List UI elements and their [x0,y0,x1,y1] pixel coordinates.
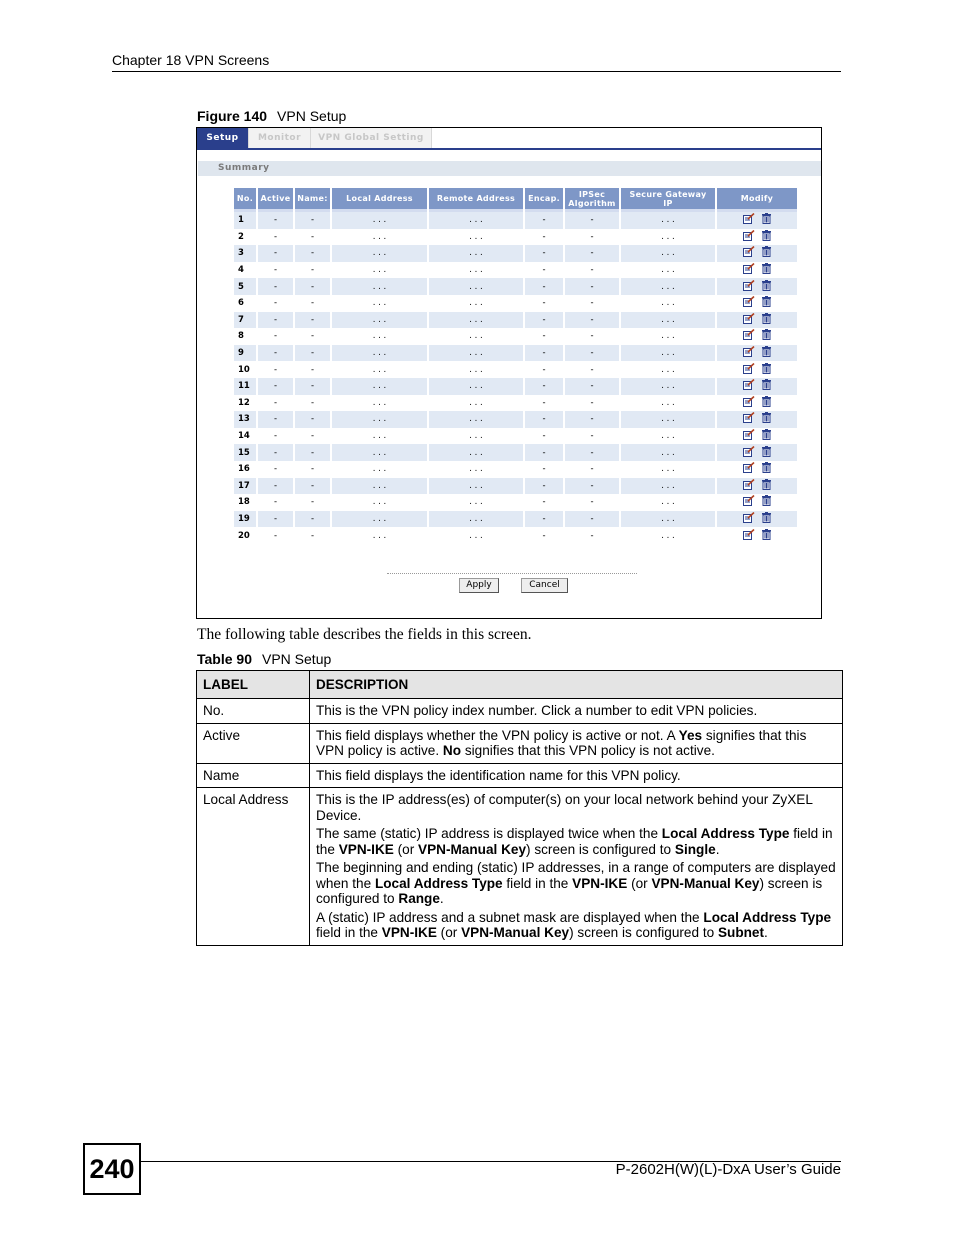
table-caption [197,651,331,667]
delete-icon[interactable] [761,396,772,410]
row-active: - [258,312,293,329]
edit-icon[interactable] [743,329,755,343]
edit-icon[interactable] [743,462,755,476]
header-rule [112,71,841,72]
row-name: - [310,431,315,442]
description-paragraph: The same (static) IP address is displayed twice when the Local Address Type field in the VPN-IKE (or VPN-Manual Key) screen is configured to Single. [316,826,833,857]
row-remote-address: . . . [469,231,483,242]
row-name: - [295,411,330,428]
row-modify [717,245,797,262]
field-label: Name [197,763,310,788]
row-encap: - [525,411,563,428]
row-secure-gateway-ip: . . . [621,511,715,528]
delete-icon[interactable] [761,446,772,460]
row-modify [717,212,797,229]
figure-title: VPN Setup [277,108,347,124]
row-encap: - [542,265,546,276]
delete-icon[interactable] [761,313,772,327]
row-local-address: . . . [372,298,387,309]
row-remote-address: . . . [469,265,483,276]
field-description [310,763,843,788]
row-number[interactable]: 19 [234,511,256,528]
row-name: - [295,212,330,229]
row-secure-gateway-ip: . . . [661,331,675,342]
desc-row [197,788,843,946]
row-number[interactable]: 15 [234,444,256,461]
row-modify [717,428,797,445]
edit-icon[interactable] [743,412,755,426]
delete-icon[interactable] [761,280,772,294]
description-paragraph: This is the IP address(es) of computer(s) on your local network behind your ZyXEL Device. [316,792,813,823]
row-number[interactable]: 8 [238,331,244,342]
row-encap: - [525,511,563,528]
table-title: VPN Setup [262,651,332,667]
row-remote-address: . . . [429,245,523,262]
vpn-policy-row [234,378,797,395]
desc-row [197,699,843,724]
row-number[interactable]: 5 [234,278,256,295]
delete-icon[interactable] [761,230,772,244]
row-secure-gateway-ip: . . . [621,478,715,495]
row-remote-address: . . . [429,444,523,461]
row-active: - [258,478,293,495]
row-ipsec-algorithm: - [590,364,594,375]
row-encap: - [542,331,546,342]
description-paragraph: A (static) IP address and a subnet mask are displayed when the Local Address Type field in the VPN-IKE (or VPN-Manual Key) screen is configured to Subnet. [316,909,832,940]
vpn-policy-row [234,328,797,345]
delete-icon[interactable] [761,429,772,443]
row-active: - [258,378,293,395]
row-active: - [273,397,278,408]
row-active: - [273,530,278,541]
row-active: - [258,245,293,262]
row-ipsec-algorithm: - [565,478,619,495]
description-paragraph: The beginning and ending (static) IP addresses, in a range of computers are displayed when the Local Address Type field in the VPN-IKE (or VPN-Manual Key) screen is configured to Range. [316,860,836,906]
row-modify [717,278,797,295]
vpn-policy-row [234,478,797,495]
row-local-address: . . . [332,212,427,229]
vpn-table-header [234,188,797,212]
row-number[interactable]: 9 [234,345,256,362]
desc-table-header [197,671,843,699]
edit-icon[interactable] [743,346,755,360]
vpn-policy-row [234,494,797,511]
row-active: - [273,231,278,242]
row-ipsec-algorithm: - [590,431,594,442]
col-local-address: Local Address [332,188,427,212]
tab-setup[interactable]: Setup [197,128,249,148]
row-encap: - [525,345,563,362]
row-secure-gateway-ip: . . . [661,464,675,475]
row-active: - [273,331,278,342]
row-remote-address: . . . [429,511,523,528]
row-encap: - [542,497,546,508]
tab-monitor[interactable]: Monitor [249,128,311,148]
delete-icon[interactable] [761,363,772,377]
vpn-policy-row [234,278,797,295]
row-secure-gateway-ip: . . . [661,530,675,541]
row-encap: - [542,298,546,309]
row-modify [717,511,797,528]
vpn-table-body [234,212,797,544]
edit-icon[interactable] [743,512,755,526]
row-remote-address: . . . [469,298,483,309]
row-active: - [273,298,278,309]
vpn-policy-row [234,312,797,329]
row-encap: - [525,378,563,395]
edit-icon[interactable] [743,263,755,277]
row-modify [717,378,797,395]
row-number[interactable]: 7 [234,312,256,329]
vpn-policy-row [234,262,797,279]
vpn-policy-row [234,212,797,229]
row-encap: - [542,231,546,242]
row-ipsec-algorithm: - [590,397,594,408]
row-secure-gateway-ip: . . . [661,231,675,242]
row-ipsec-algorithm: - [590,265,594,276]
row-encap: - [525,478,563,495]
row-ipsec-algorithm: - [565,511,619,528]
row-encap: - [542,364,546,375]
delete-icon[interactable] [761,412,772,426]
row-secure-gateway-ip: . . . [621,278,715,295]
row-remote-address: . . . [469,331,483,342]
row-number[interactable]: 11 [234,378,256,395]
edit-icon[interactable] [743,363,755,377]
row-name: - [310,331,315,342]
vpn-policy-row [234,444,797,461]
tab-bar [197,128,432,148]
row-name: - [310,530,315,541]
col-secure-gateway-ip: Secure Gateway IP [621,188,715,212]
row-active: - [258,212,293,229]
row-ipsec-algorithm: - [590,298,594,309]
row-secure-gateway-ip: . . . [621,212,715,229]
row-name: - [295,378,330,395]
row-ipsec-algorithm: - [565,378,619,395]
row-remote-address: . . . [469,397,483,408]
edit-icon[interactable] [743,213,755,227]
row-local-address: . . . [372,397,387,408]
row-modify [717,478,797,495]
row-secure-gateway-ip: . . . [661,397,675,408]
edit-icon[interactable] [743,529,755,543]
row-secure-gateway-ip: . . . [661,431,675,442]
vpn-policy-row [234,511,797,528]
vpn-policy-row [234,461,797,478]
row-modify [717,395,797,412]
description-paragraph: This is the VPN policy index number. Click a number to edit VPN policies. [316,703,758,718]
description-paragraph: This field displays the identification name for this VPN policy. [316,767,681,783]
vpn-policy-row [234,428,797,445]
row-modify [717,295,797,312]
guide-title: P-2602H(W)(L)-DxA User’s Guide [615,1161,841,1178]
row-remote-address: . . . [469,364,483,375]
delete-icon[interactable] [761,479,772,493]
figure-caption [197,108,346,124]
edit-icon[interactable] [743,313,755,327]
row-modify [717,328,797,345]
row-local-address: . . . [372,331,387,342]
vpn-policy-row [234,411,797,428]
delete-icon[interactable] [761,495,772,509]
row-modify [717,444,797,461]
row-name: - [295,444,330,461]
row-name: - [295,345,330,362]
row-local-address: . . . [332,444,427,461]
row-secure-gateway-ip: . . . [621,378,715,395]
row-encap: - [525,278,563,295]
row-active: - [258,278,293,295]
desc-table-body [197,699,843,946]
cancel-button[interactable]: Cancel [521,578,568,593]
field-label: No. [197,699,310,724]
row-local-address: . . . [332,378,427,395]
col-modify: Modify [717,188,797,212]
row-secure-gateway-ip: . . . [621,444,715,461]
row-name: - [310,231,315,242]
row-name: - [310,364,315,375]
field-description [310,699,843,724]
delete-icon[interactable] [761,462,772,476]
row-number[interactable]: 20 [238,530,250,541]
row-modify [717,229,797,246]
row-encap: - [525,312,563,329]
row-active: - [258,345,293,362]
col-name: Name: [295,188,330,212]
edit-icon[interactable] [743,280,755,294]
desc-row [197,723,843,763]
row-remote-address: . . . [469,464,483,475]
row-name: - [310,265,315,276]
row-modify [717,312,797,329]
row-name: - [295,312,330,329]
row-number[interactable]: 13 [234,411,256,428]
row-modify [717,461,797,478]
row-active: - [273,431,278,442]
row-encap: - [542,431,546,442]
row-ipsec-algorithm: - [565,312,619,329]
row-local-address: . . . [332,345,427,362]
table-label: Table 90 [197,651,252,667]
row-remote-address: . . . [429,378,523,395]
page-number: 240 [83,1143,141,1195]
description-paragraph: This field displays whether the VPN policy is active or not. A Yes signifies that this VPN policy is active. No signifies that this VPN policy is not active. [316,727,807,758]
row-name: - [310,298,315,309]
row-number[interactable]: 12 [238,397,250,408]
edit-icon[interactable] [743,246,755,260]
tab-underline [197,148,821,150]
vpn-summary-table [232,188,799,544]
edit-icon[interactable] [743,296,755,310]
row-local-address: . . . [332,478,427,495]
delete-icon[interactable] [761,296,772,310]
vpn-policy-row [234,395,797,412]
row-remote-address: . . . [429,478,523,495]
row-local-address: . . . [372,364,387,375]
row-secure-gateway-ip: . . . [621,411,715,428]
description-column-header: DESCRIPTION [310,671,843,699]
row-modify [717,494,797,511]
row-secure-gateway-ip: . . . [661,497,675,508]
row-name: - [310,397,315,408]
row-secure-gateway-ip: . . . [621,345,715,362]
row-remote-address: . . . [429,212,523,229]
row-remote-address: . . . [429,312,523,329]
row-name: - [310,497,315,508]
field-label: Active [197,723,310,763]
delete-icon[interactable] [761,379,772,393]
row-active: - [273,497,278,508]
edit-icon[interactable] [743,446,755,460]
row-local-address: . . . [372,431,387,442]
row-remote-address: . . . [469,530,483,541]
row-ipsec-algorithm: - [590,231,594,242]
row-remote-address: . . . [469,431,483,442]
row-local-address: . . . [332,312,427,329]
row-number[interactable]: 16 [238,464,250,475]
vpn-policy-row [234,245,797,262]
delete-icon[interactable] [761,213,772,227]
row-number[interactable]: 10 [238,364,250,375]
row-local-address: . . . [332,411,427,428]
row-remote-address: . . . [429,278,523,295]
row-local-address: . . . [372,464,387,475]
tab-vpn-global-setting[interactable]: VPN Global Setting [311,128,432,148]
vpn-policy-row [234,345,797,362]
row-ipsec-algorithm: - [565,212,619,229]
delete-icon[interactable] [761,263,772,277]
row-local-address: . . . [372,231,387,242]
edit-icon[interactable] [743,495,755,509]
row-secure-gateway-ip: . . . [621,312,715,329]
row-number[interactable]: 4 [238,265,244,276]
field-description-table [196,670,843,946]
row-active: - [273,364,278,375]
row-encap: - [542,397,546,408]
row-encap: - [525,245,563,262]
vpn-policy-row [234,229,797,246]
row-ipsec-algorithm: - [565,444,619,461]
row-modify [717,361,797,378]
row-secure-gateway-ip: . . . [661,265,675,276]
summary-heading: Summary [198,161,821,176]
row-local-address: . . . [372,530,387,541]
apply-button[interactable]: Apply [459,578,499,593]
row-modify [717,262,797,279]
delete-icon[interactable] [761,529,772,543]
row-local-address: . . . [372,265,387,276]
row-modify [717,411,797,428]
row-number[interactable]: 3 [234,245,256,262]
edit-icon[interactable] [743,230,755,244]
vpn-policy-row [234,527,797,544]
row-ipsec-algorithm: - [590,331,594,342]
row-name: - [295,278,330,295]
row-secure-gateway-ip: . . . [661,364,675,375]
row-number[interactable]: 2 [238,231,244,242]
row-secure-gateway-ip: . . . [661,298,675,309]
vpn-policy-row [234,361,797,378]
row-ipsec-algorithm: - [590,530,594,541]
delete-icon[interactable] [761,329,772,343]
vpn-setup-screenshot [196,127,822,619]
row-remote-address: . . . [429,345,523,362]
row-active: - [258,411,293,428]
row-local-address: . . . [372,497,387,508]
row-ipsec-algorithm: - [565,245,619,262]
row-active: - [258,444,293,461]
row-name: - [310,464,315,475]
desc-row [197,763,843,788]
col-remote-address: Remote Address [429,188,523,212]
delete-icon[interactable] [761,346,772,360]
row-number[interactable]: 6 [238,298,244,309]
edit-icon[interactable] [743,429,755,443]
col-no: No. [234,188,256,212]
row-ipsec-algorithm: - [590,464,594,475]
row-number[interactable]: 17 [234,478,256,495]
row-number[interactable]: 14 [238,431,250,442]
row-number[interactable]: 1 [234,212,256,229]
row-name: - [295,245,330,262]
col-ipsec-algorithm: IPSec Algorithm [565,188,619,212]
row-encap: - [525,212,563,229]
intro-paragraph: The following table describes the fields in this screen. [197,626,532,643]
row-ipsec-algorithm: - [590,497,594,508]
field-description [310,788,843,946]
label-column-header: LABEL [197,671,310,699]
edit-icon[interactable] [743,379,755,393]
edit-icon[interactable] [743,479,755,493]
field-description [310,723,843,763]
row-ipsec-algorithm: - [565,411,619,428]
edit-icon[interactable] [743,396,755,410]
row-local-address: . . . [332,511,427,528]
row-name: - [295,478,330,495]
row-ipsec-algorithm: - [565,278,619,295]
row-secure-gateway-ip: . . . [621,245,715,262]
row-local-address: . . . [332,278,427,295]
vpn-policy-row [234,295,797,312]
row-active: - [258,511,293,528]
delete-icon[interactable] [761,512,772,526]
chapter-header: Chapter 18 VPN Screens [112,52,270,68]
row-remote-address: . . . [429,411,523,428]
row-remote-address: . . . [469,497,483,508]
col-encap: Encap. [525,188,563,212]
row-encap: - [525,444,563,461]
row-name: - [295,511,330,528]
row-local-address: . . . [332,245,427,262]
row-modify [717,527,797,544]
button-divider [387,573,637,574]
field-label: Local Address [197,788,310,946]
row-modify [717,345,797,362]
figure-label: Figure 140 [197,108,268,124]
col-active: Active [258,188,293,212]
row-number[interactable]: 18 [238,497,250,508]
row-active: - [273,265,278,276]
row-encap: - [542,464,546,475]
row-encap: - [542,530,546,541]
delete-icon[interactable] [761,246,772,260]
row-ipsec-algorithm: - [565,345,619,362]
row-active: - [273,464,278,475]
